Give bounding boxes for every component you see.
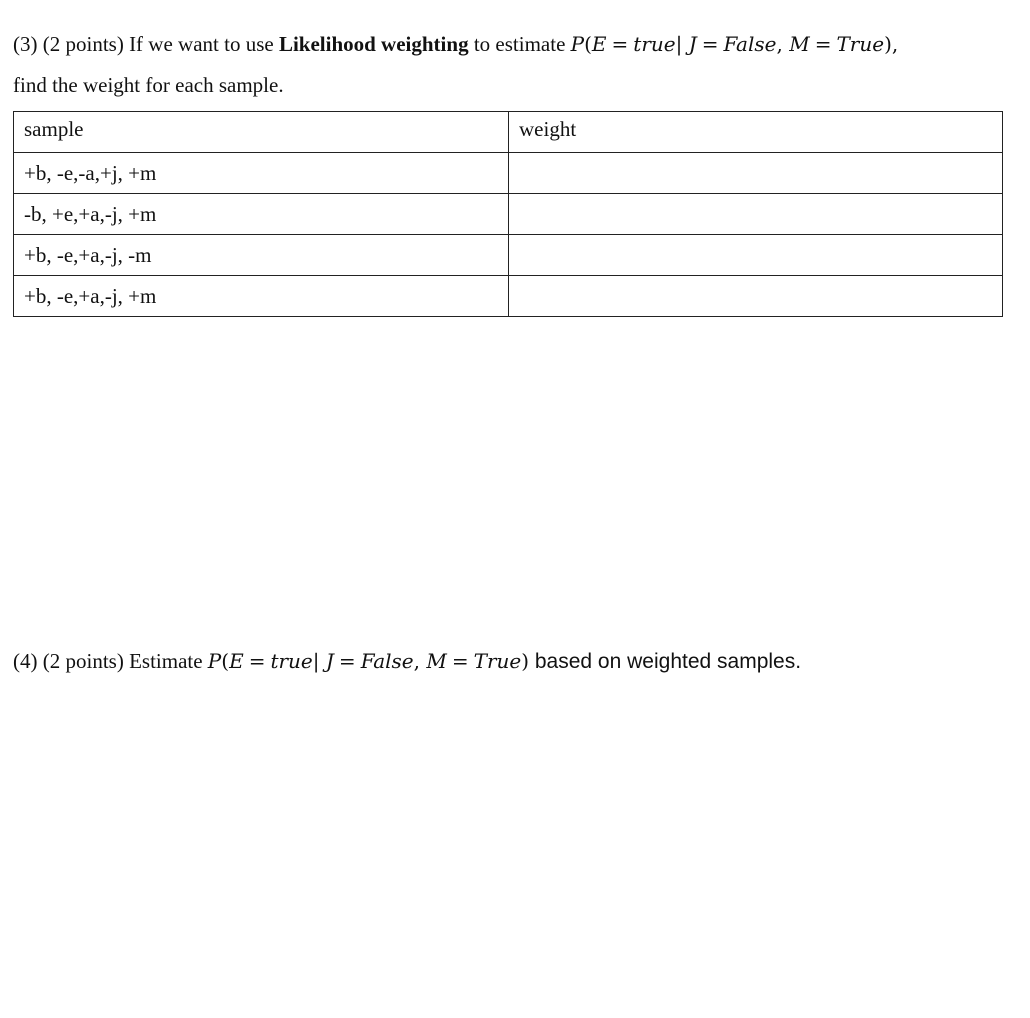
question-4-text (13, 651, 801, 672)
sample-cell: +b, -e,+a,-j, +m (14, 276, 509, 317)
table-row (14, 276, 1003, 317)
header-weight: weight (509, 112, 1003, 153)
question-3-bold-term: Likelihood weighting (278, 32, 469, 56)
question-3-text (13, 34, 898, 55)
sample-cell: +b, -e,-a,+j, +m (14, 153, 509, 194)
table-row (14, 235, 1003, 276)
question-3-prefix: (3) (2 points) If we want to use (13, 32, 279, 56)
table-row (14, 194, 1003, 235)
question-4-prefix: (4) (2 points) Estimate (13, 649, 208, 673)
table-header-row (14, 112, 1003, 153)
weight-cell[interactable] (509, 194, 1003, 235)
header-sample: sample (14, 112, 509, 153)
question-4-suffix: based on weighted samples. (529, 650, 802, 673)
weight-cell[interactable] (509, 235, 1003, 276)
sample-cell: -b, +e,+a,-j, +m (14, 194, 509, 235)
question-3-instruction: find the weight for each sample. (13, 73, 284, 97)
probability-expression: P(E = true| J = False, M = True) (207, 649, 530, 673)
weight-cell[interactable] (509, 153, 1003, 194)
probability-expression: P(E = true| J = False, M = True), (570, 32, 899, 56)
sample-weight-table (13, 111, 1003, 317)
weight-cell[interactable] (509, 276, 1003, 317)
question-3-middle: to estimate (468, 32, 571, 56)
table-row (14, 153, 1003, 194)
sample-cell: +b, -e,+a,-j, -m (14, 235, 509, 276)
